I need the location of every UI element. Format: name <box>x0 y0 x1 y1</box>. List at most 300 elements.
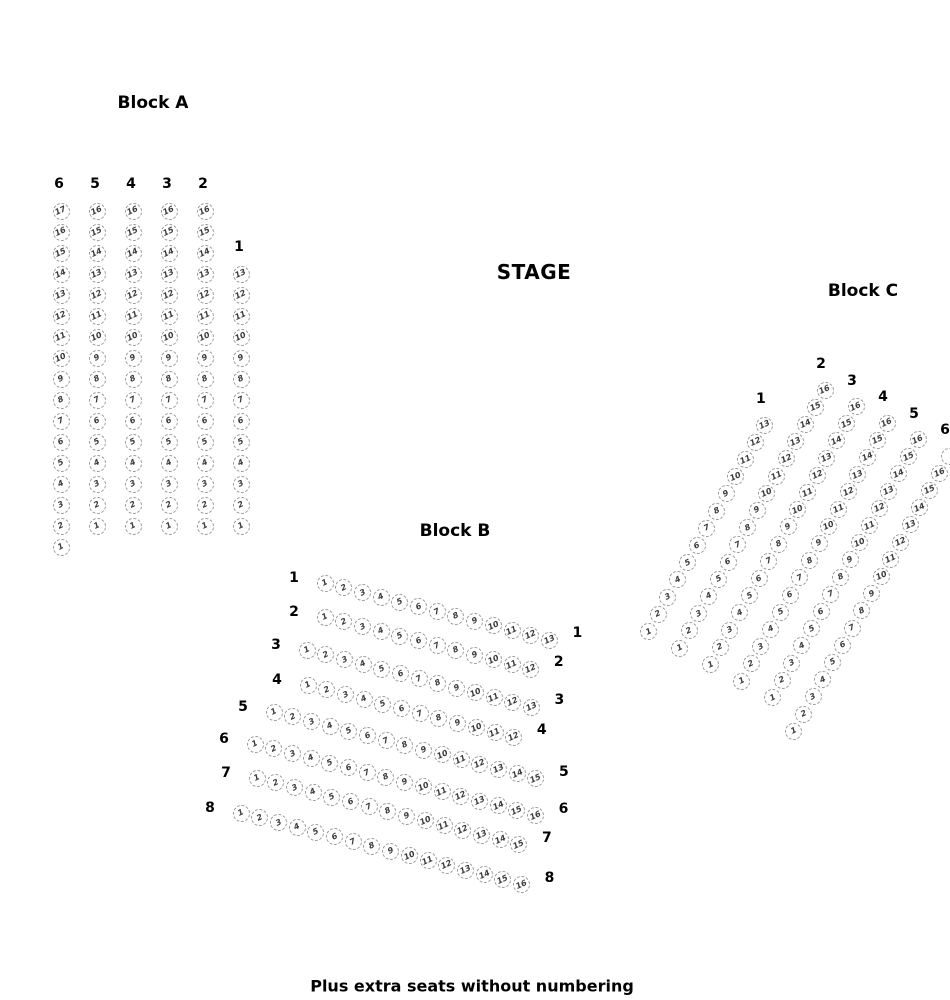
seat[interactable] <box>326 828 343 845</box>
seat[interactable] <box>361 798 378 815</box>
seat[interactable] <box>359 764 376 781</box>
seat[interactable] <box>774 672 791 689</box>
seat[interactable] <box>266 704 283 721</box>
seat[interactable] <box>842 551 859 568</box>
seat[interactable] <box>840 483 857 500</box>
seat[interactable] <box>824 654 841 671</box>
seat[interactable] <box>125 287 142 304</box>
seat[interactable] <box>679 554 696 571</box>
seat[interactable] <box>161 350 178 367</box>
seat[interactable] <box>89 350 106 367</box>
seat[interactable] <box>504 622 521 639</box>
seat[interactable] <box>305 784 322 801</box>
seat[interactable] <box>921 482 938 499</box>
seat[interactable] <box>690 605 707 622</box>
seat[interactable] <box>161 287 178 304</box>
seat[interactable] <box>448 680 465 697</box>
seat[interactable] <box>125 371 142 388</box>
seat[interactable] <box>53 539 70 556</box>
seat[interactable] <box>125 413 142 430</box>
seat[interactable] <box>125 350 142 367</box>
seat[interactable] <box>197 266 214 283</box>
seat[interactable] <box>430 710 447 727</box>
seat[interactable] <box>161 434 178 451</box>
seat[interactable] <box>251 809 268 826</box>
seat[interactable] <box>438 857 455 874</box>
seat[interactable] <box>486 689 503 706</box>
seat[interactable] <box>830 501 847 518</box>
seat[interactable] <box>197 308 214 325</box>
seat[interactable] <box>801 552 818 569</box>
seat[interactable] <box>337 686 354 703</box>
seat[interactable] <box>702 656 719 673</box>
seat[interactable] <box>828 432 845 449</box>
seat[interactable] <box>758 485 775 502</box>
seat[interactable] <box>284 745 301 762</box>
seat[interactable] <box>760 553 777 570</box>
seat[interactable] <box>197 371 214 388</box>
seat[interactable] <box>161 203 178 220</box>
seat[interactable] <box>411 670 428 687</box>
seat[interactable] <box>762 621 779 638</box>
seat[interactable] <box>869 432 886 449</box>
seat[interactable] <box>467 684 484 701</box>
seat[interactable] <box>340 759 357 776</box>
seat[interactable] <box>53 329 70 346</box>
seat[interactable] <box>793 637 810 654</box>
seat[interactable] <box>125 518 142 535</box>
seat[interactable] <box>902 516 919 533</box>
seat[interactable] <box>817 382 834 399</box>
seat[interactable] <box>53 266 70 283</box>
seat[interactable] <box>53 224 70 241</box>
seat[interactable] <box>53 497 70 514</box>
seat[interactable] <box>731 604 748 621</box>
seat[interactable] <box>197 224 214 241</box>
seat[interactable] <box>125 392 142 409</box>
seat[interactable] <box>317 609 334 626</box>
seat[interactable] <box>447 608 464 625</box>
seat[interactable] <box>89 413 106 430</box>
seat[interactable] <box>233 371 250 388</box>
seat[interactable] <box>233 350 250 367</box>
seat[interactable] <box>739 519 756 536</box>
seat[interactable] <box>718 485 735 502</box>
seat[interactable] <box>382 843 399 860</box>
seat[interactable] <box>487 724 504 741</box>
seat[interactable] <box>834 637 851 654</box>
seat[interactable] <box>412 705 429 722</box>
seat[interactable] <box>485 617 502 634</box>
seat[interactable] <box>363 838 380 855</box>
seat[interactable] <box>267 774 284 791</box>
seat[interactable] <box>466 613 483 630</box>
seat[interactable] <box>527 770 544 787</box>
seat[interactable] <box>410 598 427 615</box>
seat[interactable] <box>880 483 897 500</box>
seat[interactable] <box>447 642 464 659</box>
seat[interactable] <box>789 501 806 518</box>
seat[interactable] <box>401 847 418 864</box>
seat[interactable] <box>125 455 142 472</box>
seat[interactable] <box>336 651 353 668</box>
seat[interactable] <box>373 623 390 640</box>
seat[interactable] <box>53 308 70 325</box>
seat[interactable] <box>53 434 70 451</box>
seat[interactable] <box>161 371 178 388</box>
seat[interactable] <box>391 594 408 611</box>
seat[interactable] <box>286 779 303 796</box>
seat[interactable] <box>785 723 802 740</box>
seat[interactable] <box>768 468 785 485</box>
seat[interactable] <box>125 476 142 493</box>
seat[interactable] <box>373 589 390 606</box>
seat[interactable] <box>859 449 876 466</box>
seat[interactable] <box>509 765 526 782</box>
seat[interactable] <box>355 656 372 673</box>
seat[interactable] <box>233 434 250 451</box>
seat[interactable] <box>53 518 70 535</box>
seat[interactable] <box>853 602 870 619</box>
seat[interactable] <box>659 589 676 606</box>
seat[interactable] <box>882 551 899 568</box>
seat[interactable] <box>303 750 320 767</box>
seat[interactable] <box>890 465 907 482</box>
seat[interactable] <box>778 450 795 467</box>
seat[interactable] <box>737 451 754 468</box>
seat[interactable] <box>900 448 917 465</box>
seat[interactable] <box>335 579 352 596</box>
seat[interactable] <box>265 740 282 757</box>
seat[interactable] <box>379 803 396 820</box>
seat[interactable] <box>233 266 250 283</box>
seat[interactable] <box>125 203 142 220</box>
seat[interactable] <box>861 517 878 534</box>
seat[interactable] <box>429 637 446 654</box>
seat[interactable] <box>233 287 250 304</box>
seat[interactable] <box>89 371 106 388</box>
seat[interactable] <box>53 476 70 493</box>
seat[interactable] <box>321 755 338 772</box>
seat[interactable] <box>161 329 178 346</box>
seat[interactable] <box>410 632 427 649</box>
seat[interactable] <box>504 656 521 673</box>
seat[interactable] <box>863 585 880 602</box>
seat[interactable] <box>377 769 394 786</box>
seat[interactable] <box>89 224 106 241</box>
seat[interactable] <box>640 623 657 640</box>
seat[interactable] <box>233 805 250 822</box>
seat[interactable] <box>485 651 502 668</box>
seat[interactable] <box>161 455 178 472</box>
seat[interactable] <box>89 455 106 472</box>
seat[interactable] <box>53 371 70 388</box>
seat[interactable] <box>844 620 861 637</box>
seat[interactable] <box>233 518 250 535</box>
seat[interactable] <box>494 871 511 888</box>
seat[interactable] <box>466 647 483 664</box>
seat[interactable] <box>811 535 828 552</box>
seat[interactable] <box>452 788 469 805</box>
seat[interactable] <box>125 308 142 325</box>
seat[interactable] <box>838 415 855 432</box>
seat[interactable] <box>53 350 70 367</box>
seat[interactable] <box>721 622 738 639</box>
seat[interactable] <box>303 713 320 730</box>
seat[interactable] <box>318 681 335 698</box>
seat[interactable] <box>340 723 357 740</box>
seat[interactable] <box>749 502 766 519</box>
seat[interactable] <box>476 866 493 883</box>
seat[interactable] <box>233 497 250 514</box>
seat[interactable] <box>396 774 413 791</box>
seat[interactable] <box>490 761 507 778</box>
seat[interactable] <box>197 203 214 220</box>
seat[interactable] <box>197 455 214 472</box>
seat[interactable] <box>317 575 334 592</box>
seat[interactable] <box>391 628 408 645</box>
seat[interactable] <box>733 673 750 690</box>
seat[interactable] <box>729 536 746 553</box>
seat[interactable] <box>751 570 768 587</box>
seat[interactable] <box>125 434 142 451</box>
seat[interactable] <box>436 817 453 834</box>
seat[interactable] <box>508 802 525 819</box>
seat[interactable] <box>454 822 471 839</box>
seat[interactable] <box>911 499 928 516</box>
seat[interactable] <box>197 413 214 430</box>
seat[interactable] <box>818 450 835 467</box>
seat[interactable] <box>197 392 214 409</box>
seat[interactable] <box>125 329 142 346</box>
seat[interactable] <box>161 224 178 241</box>
seat[interactable] <box>434 783 451 800</box>
seat[interactable] <box>233 455 250 472</box>
seat[interactable] <box>710 571 727 588</box>
seat[interactable] <box>233 308 250 325</box>
seat[interactable] <box>752 638 769 655</box>
seat[interactable] <box>851 534 868 551</box>
seat[interactable] <box>161 497 178 514</box>
seat[interactable] <box>53 413 70 430</box>
seat[interactable] <box>671 640 688 657</box>
seat[interactable] <box>650 606 667 623</box>
seat[interactable] <box>299 642 316 659</box>
seat[interactable] <box>161 518 178 535</box>
seat[interactable] <box>747 434 764 451</box>
seat[interactable] <box>772 604 789 621</box>
seat[interactable] <box>931 465 948 482</box>
seat[interactable] <box>197 497 214 514</box>
seat[interactable] <box>89 518 106 535</box>
seat[interactable] <box>522 627 539 644</box>
seat[interactable] <box>892 534 909 551</box>
seat[interactable] <box>89 476 106 493</box>
seat[interactable] <box>669 571 686 588</box>
seat[interactable] <box>161 266 178 283</box>
seat[interactable] <box>317 646 334 663</box>
seat[interactable] <box>197 476 214 493</box>
seat[interactable] <box>522 661 539 678</box>
seat[interactable] <box>89 329 106 346</box>
seat[interactable] <box>161 413 178 430</box>
seat[interactable] <box>415 778 432 795</box>
seat[interactable] <box>813 603 830 620</box>
seat[interactable] <box>161 392 178 409</box>
seat[interactable] <box>832 569 849 586</box>
seat[interactable] <box>799 484 816 501</box>
seat[interactable] <box>373 661 390 678</box>
seat[interactable] <box>513 876 530 893</box>
seat[interactable] <box>698 520 715 537</box>
seat[interactable] <box>849 466 866 483</box>
seat[interactable] <box>125 497 142 514</box>
seat[interactable] <box>300 677 317 694</box>
seat[interactable] <box>681 622 698 639</box>
seat[interactable] <box>356 691 373 708</box>
seat[interactable] <box>233 413 250 430</box>
seat[interactable] <box>873 568 890 585</box>
seat[interactable] <box>89 266 106 283</box>
seat[interactable] <box>197 350 214 367</box>
seat[interactable] <box>820 518 837 535</box>
seat-unnumbered[interactable] <box>941 448 950 465</box>
seat[interactable] <box>345 833 362 850</box>
seat[interactable] <box>473 827 490 844</box>
seat[interactable] <box>822 586 839 603</box>
seat[interactable] <box>89 392 106 409</box>
seat[interactable] <box>197 434 214 451</box>
seat[interactable] <box>791 569 808 586</box>
seat[interactable] <box>780 518 797 535</box>
seat[interactable] <box>322 718 339 735</box>
seat[interactable] <box>490 797 507 814</box>
seat[interactable] <box>307 824 324 841</box>
seat[interactable] <box>53 392 70 409</box>
seat[interactable] <box>523 699 540 716</box>
seat[interactable] <box>814 671 831 688</box>
seat[interactable] <box>392 665 409 682</box>
seat[interactable] <box>471 793 488 810</box>
seat[interactable] <box>323 789 340 806</box>
seat[interactable] <box>727 468 744 485</box>
seat[interactable] <box>429 603 446 620</box>
seat[interactable] <box>700 588 717 605</box>
seat[interactable] <box>453 751 470 768</box>
seat[interactable] <box>89 245 106 262</box>
seat[interactable] <box>53 455 70 472</box>
seat[interactable] <box>335 613 352 630</box>
seat[interactable] <box>787 433 804 450</box>
seat[interactable] <box>743 655 760 672</box>
seat[interactable] <box>541 632 558 649</box>
seat[interactable] <box>354 618 371 635</box>
seat[interactable] <box>712 639 729 656</box>
seat[interactable] <box>429 675 446 692</box>
seat[interactable] <box>805 688 822 705</box>
seat[interactable] <box>871 500 888 517</box>
seat[interactable] <box>270 814 287 831</box>
seat[interactable] <box>53 287 70 304</box>
seat[interactable] <box>449 715 466 732</box>
seat[interactable] <box>809 467 826 484</box>
seat[interactable] <box>797 416 814 433</box>
seat[interactable] <box>197 287 214 304</box>
seat[interactable] <box>233 392 250 409</box>
seat[interactable] <box>708 503 725 520</box>
seat[interactable] <box>756 417 773 434</box>
seat[interactable] <box>782 587 799 604</box>
seat[interactable] <box>89 287 106 304</box>
seat[interactable] <box>689 537 706 554</box>
seat[interactable] <box>89 203 106 220</box>
seat[interactable] <box>879 415 896 432</box>
seat[interactable] <box>284 708 301 725</box>
seat[interactable] <box>527 807 544 824</box>
seat[interactable] <box>434 746 451 763</box>
seat[interactable] <box>492 831 509 848</box>
seat[interactable] <box>197 245 214 262</box>
seat[interactable] <box>505 729 522 746</box>
seat[interactable] <box>378 732 395 749</box>
seat[interactable] <box>53 203 70 220</box>
seat[interactable] <box>803 620 820 637</box>
seat[interactable] <box>764 689 781 706</box>
seat[interactable] <box>420 852 437 869</box>
seat[interactable] <box>415 742 432 759</box>
seat[interactable] <box>89 434 106 451</box>
seat[interactable] <box>233 329 250 346</box>
seat[interactable] <box>910 431 927 448</box>
seat[interactable] <box>161 308 178 325</box>
seat[interactable] <box>359 727 376 744</box>
seat[interactable] <box>197 518 214 535</box>
seat[interactable] <box>471 756 488 773</box>
seat[interactable] <box>848 398 865 415</box>
seat[interactable] <box>161 476 178 493</box>
seat[interactable] <box>510 836 527 853</box>
seat[interactable] <box>807 399 824 416</box>
seat[interactable] <box>247 736 264 753</box>
seat[interactable] <box>197 329 214 346</box>
seat[interactable] <box>53 245 70 262</box>
seat[interactable] <box>89 308 106 325</box>
seat[interactable] <box>125 266 142 283</box>
seat[interactable] <box>720 554 737 571</box>
seat[interactable] <box>125 224 142 241</box>
seat[interactable] <box>504 694 521 711</box>
seat[interactable] <box>770 536 787 553</box>
seat[interactable] <box>417 812 434 829</box>
seat[interactable] <box>289 819 306 836</box>
seat[interactable] <box>125 245 142 262</box>
seat[interactable] <box>741 587 758 604</box>
seat[interactable] <box>398 808 415 825</box>
seat[interactable] <box>249 770 266 787</box>
seat[interactable] <box>233 476 250 493</box>
seat[interactable] <box>393 700 410 717</box>
seat[interactable] <box>783 655 800 672</box>
seat[interactable] <box>795 706 812 723</box>
seat[interactable] <box>354 584 371 601</box>
seat[interactable] <box>89 497 106 514</box>
seat[interactable] <box>161 245 178 262</box>
seat[interactable] <box>396 737 413 754</box>
seat[interactable] <box>374 696 391 713</box>
seat[interactable] <box>468 719 485 736</box>
seat[interactable] <box>342 793 359 810</box>
seat[interactable] <box>457 862 474 879</box>
